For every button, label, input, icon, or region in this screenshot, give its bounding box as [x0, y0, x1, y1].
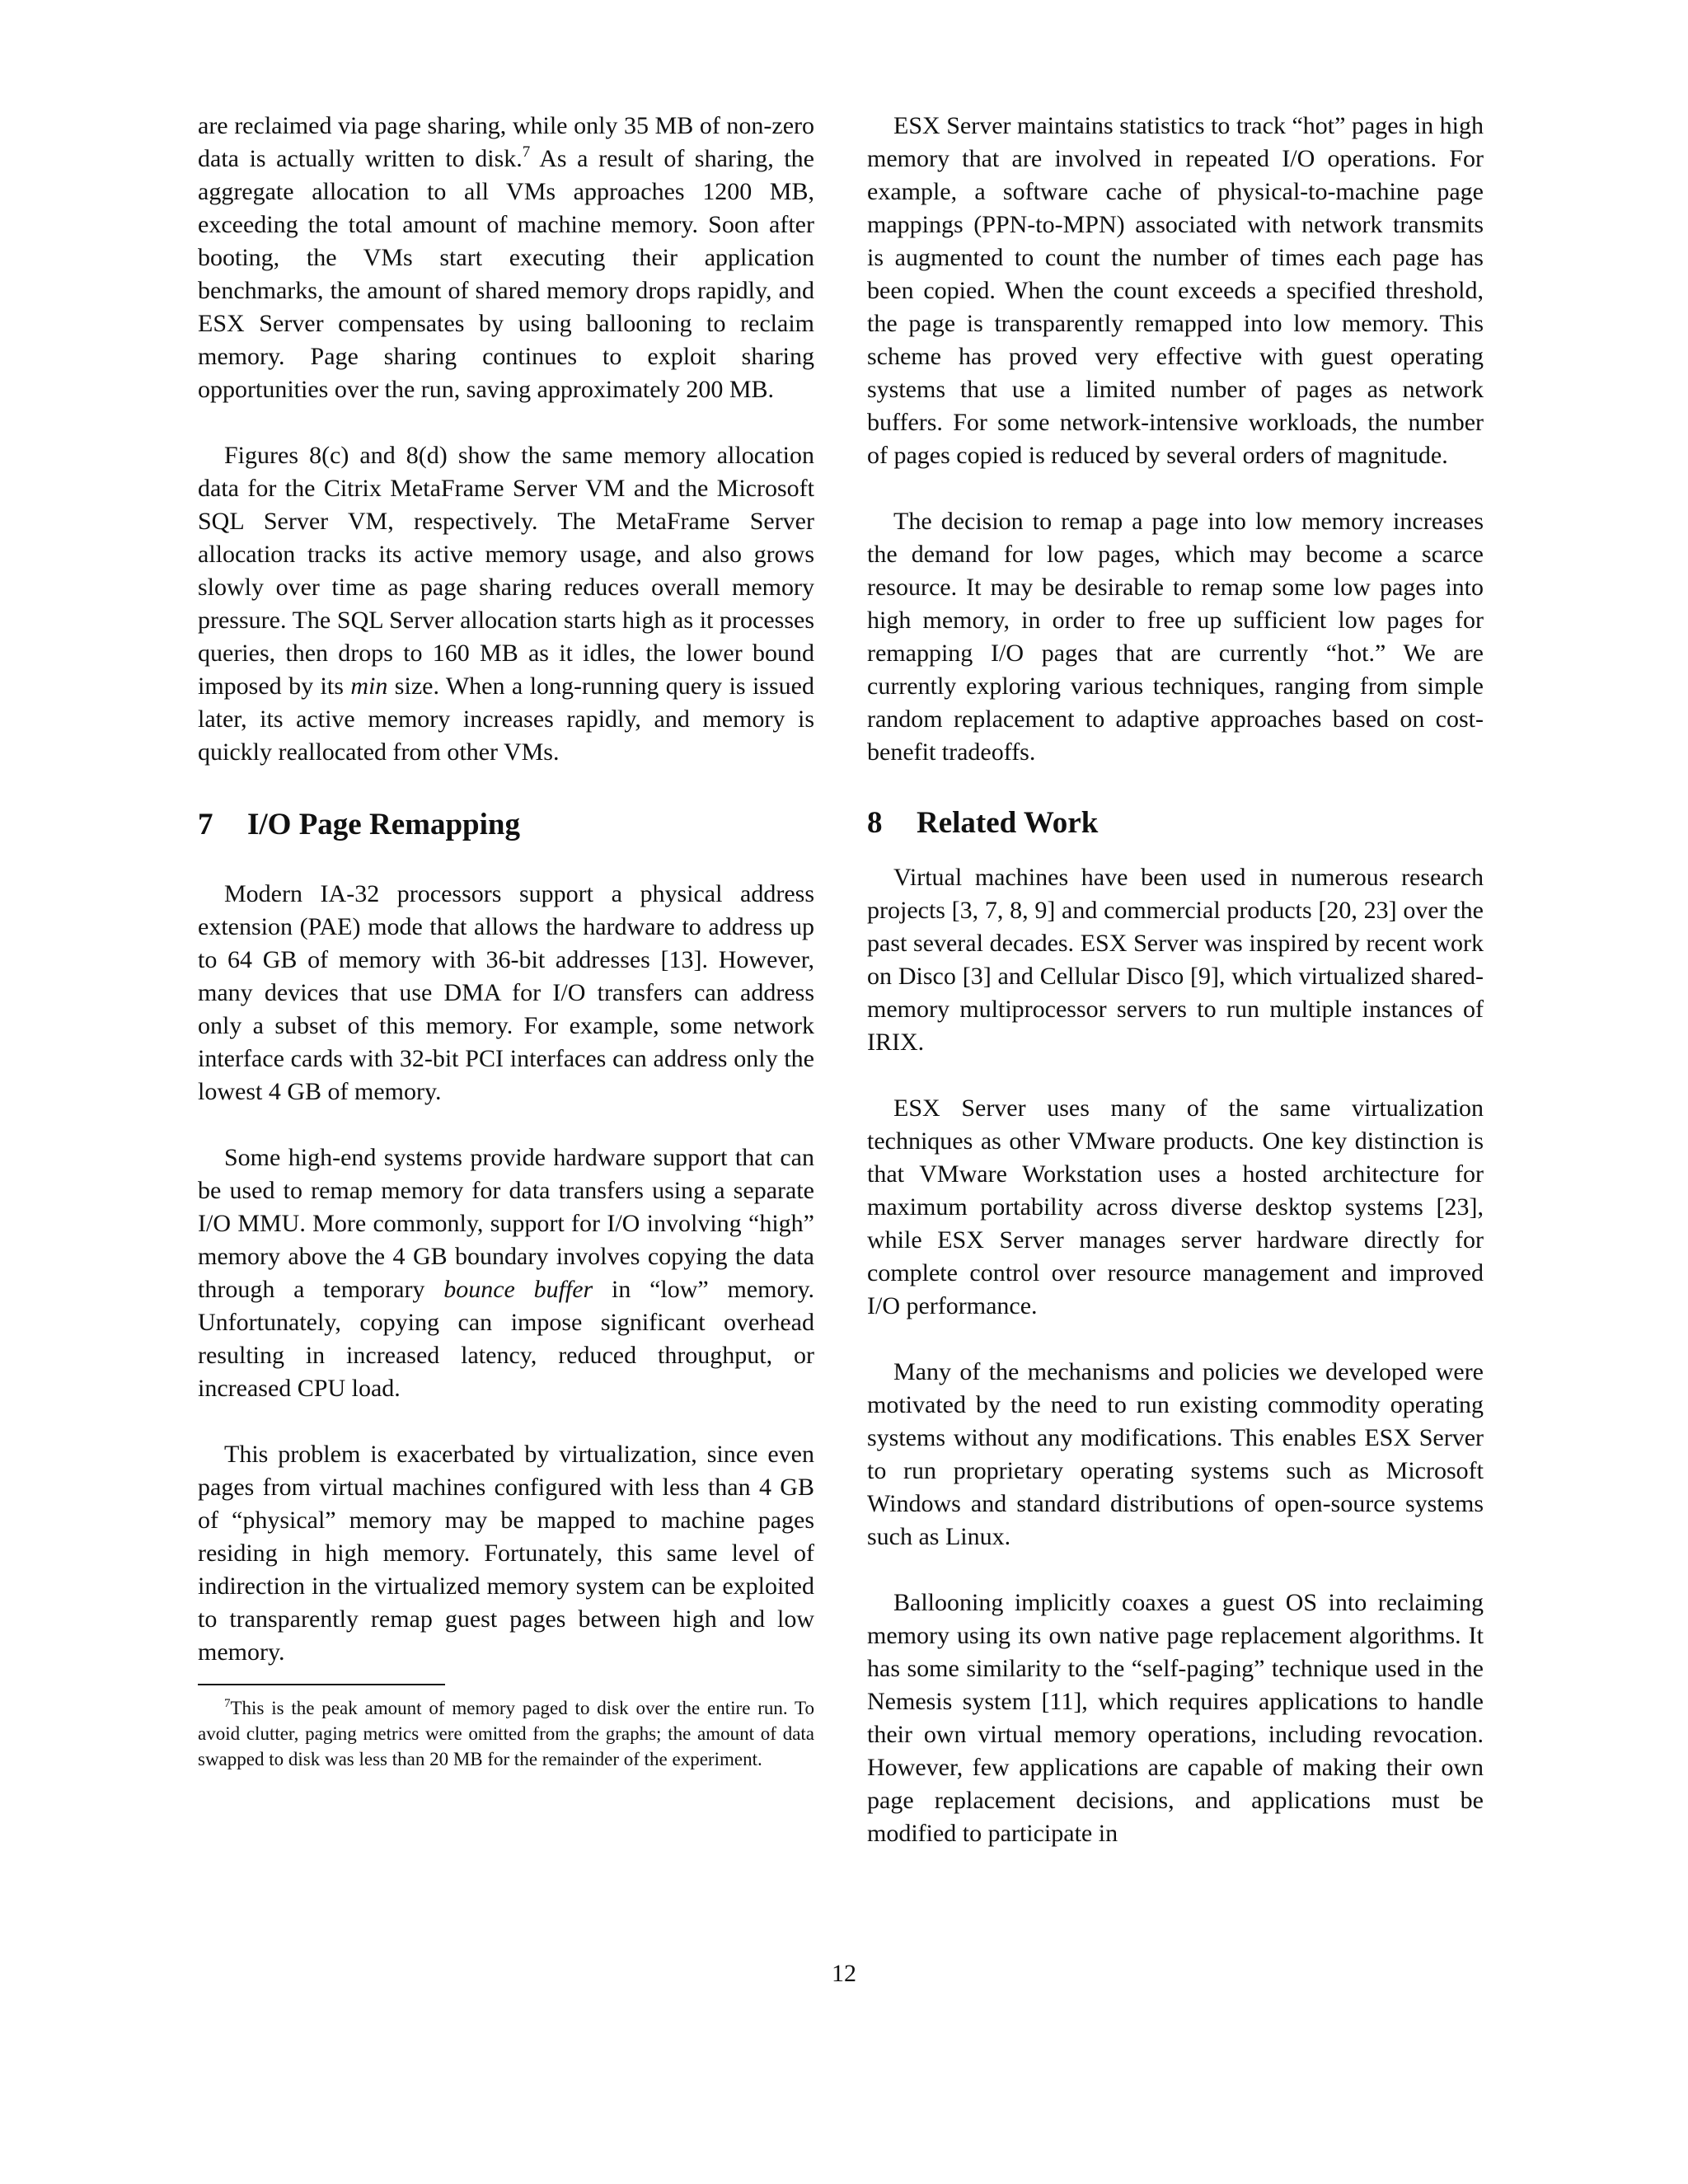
- paragraph-pae-mode: Modern IA-32 processors support a physical address extension (PAE) mode that allows the hardware to address up to 64 GB of memory with 36-bit addresses [13]. However, many devices that use DMA for I/O transfers can address only a subset of this memory. For example, some network interface cards with 32-bit PCI interfaces can address only the lowest 4 GB of memory.: [198, 880, 814, 1105]
- paragraph-virtual-machines-history: Virtual machines have been used in numerous research projects [3, 7, 8, 9] and commercial products [20, 23] over the past several decades. ESX Server was inspired by recent work on Disco [3] and Cellular Disco [9], which virtualized shared-memory multiprocessor servers to run multiple instances of IRIX.: [867, 864, 1484, 1056]
- footnote-divider: [198, 1684, 445, 1685]
- paragraph-text: Some high-end systems provide hardware support that can be used to remap memory for data transfers using a separate I/O MMU. More commonly, support for I/O involving “high” memory above the 4 GB boundary involves copying the data through a temporary: [198, 1144, 814, 1303]
- paragraph-text: Figures 8(c) and 8(d) show the same memory allocation data for the Citrix MetaFrame Server VM and the Microsoft SQL Server VM, respectively. The MetaFrame Server allocation tracks its active memory usage, and also grows slowly over time as page sharing reduces overall memory pressure. The SQL Server allocation starts high as it processes queries, then drops to 160 MB as it idles, the lower bound imposed by its: [198, 442, 814, 700]
- paragraph-io-mmu: [198, 1141, 814, 1405]
- paragraph-hot-pages: ESX Server maintains statistics to track “hot” pages in high memory that are involved in repeated I/O operations. For example, a software cache of physical-to-machine page mappings (PPN-to-MPN) associated with network transmits is augmented to count the number of times each page has been copied. When the count exceeds a specified threshold, the page is transparently remapped into low memory. This scheme has proved very effective with guest operating systems that use a limited number of pages as network buffers. For some network-intensive workloads, the number of pages copied is reduced by several orders of magnitude.: [867, 112, 1484, 469]
- section-heading-8: [867, 805, 1484, 841]
- page-number: 12: [832, 1960, 856, 1987]
- emphasis-text: bounce buffer: [443, 1276, 593, 1303]
- paragraph-page-sharing-results: [198, 110, 814, 406]
- paragraph-virtualization-techniques: ESX Server uses many of the same virtualization techniques as other VMware products. One key distinction is that VMware Workstation uses a hosted architecture for maximum portability across diverse desktop systems [23], while ESX Server manages server hardware directly for complete control over resource management and improved I/O performance.: [867, 1094, 1484, 1319]
- section-number: 7: [198, 808, 213, 841]
- paragraph-remap-decision: The decision to remap a page into low memory increases the demand for low pages, which may become a scarce resource. It may be desirable to remap some low pages into high memory, in order to free up sufficient low pages for remapping I/O pages that are currently “hot.” We are currently exploring various techniques, ranging from simple random replacement to adaptive approaches based on cost-benefit tradeoffs.: [867, 508, 1484, 766]
- section-title: Related Work: [917, 806, 1099, 840]
- footnote-text: This is the peak amount of memory paged to disk over the entire run. To avoid clutter, paging metrics were omitted from the graphs; the amount of data swapped to disk was less than 20 MB for the remainder of the experiment.: [198, 1698, 814, 1769]
- left-column: [198, 110, 814, 1772]
- footnote-mark: 7: [224, 1697, 231, 1710]
- paragraph-ballooning: Ballooning implicitly coaxes a guest OS into reclaiming memory using its own native page replacement algorithms. It has some similarity to the “self-paging” technique used in the Nemesis system [11], which requires applications to handle their own virtual memory operations, including revocation. However, few applications are capable of making their own page replacement decisions, and applications must be modified to participate in: [867, 1589, 1484, 1847]
- section-number: 8: [867, 806, 883, 840]
- paragraph-text: size. When a long-running query is issued later, its active memory increases rapidly, and memory is quickly reallocated from other VMs.: [198, 673, 814, 766]
- paragraph-text: are reclaimed via page sharing, while only 35 MB of non-zero data is actually written to disk.: [198, 112, 814, 172]
- right-column: [867, 110, 1484, 1850]
- emphasis-text: min: [350, 673, 388, 700]
- section-title: I/O Page Remapping: [247, 808, 520, 841]
- paragraph-figures-8cd: [198, 439, 814, 769]
- paragraph-text: As a result of sharing, the aggregate allocation to all VMs approaches 1200 MB, exceeding the total amount of machine memory. Soon after booting, the VMs start executing their application benchmarks, the amount of shared memory drops rapidly, and ESX Server compensates by using ballooning to reclaim memory. Page sharing continues to exploit sharing opportunities over the run, saving approximately 200 MB.: [198, 145, 814, 403]
- footnote-7: [198, 1695, 814, 1772]
- paragraph-commodity-os: Many of the mechanisms and policies we developed were motivated by the need to run existing commodity operating systems without any modifications. This enables ESX Server to run proprietary operating systems such as Microsoft Windows and standard distributions of open-source systems such as Linux.: [867, 1358, 1484, 1550]
- section-heading-7: [198, 807, 814, 843]
- paragraph-virtualization-problem: This problem is exacerbated by virtualization, since even pages from virtual machines configured with less than 4 GB of “physical” memory may be mapped to machine pages residing in high memory. Fortunately, this same level of indirection in the virtualized memory system can be exploited to transparently remap guest pages between high and low memory.: [198, 1441, 814, 1666]
- paragraph-text: in “low” memory. Unfortunately, copying can impose significant overhead resulting in increased latency, reduced throughput, or increased CPU load.: [198, 1276, 814, 1402]
- footnote-reference[interactable]: 7: [522, 143, 531, 161]
